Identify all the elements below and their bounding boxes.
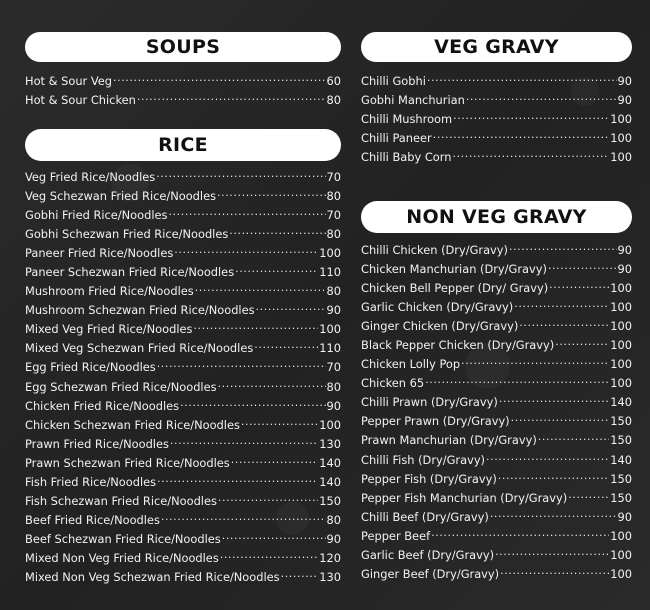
- menu-item-name: Prawn Schezwan Fried Rice/Noodles: [25, 455, 230, 470]
- menu-item: [361, 412, 632, 431]
- menu-item-price: 90: [617, 74, 632, 88]
- menu-item-name: Mushroom Fried Rice/Noodles: [25, 284, 194, 299]
- menu-item-price: 100: [610, 300, 632, 315]
- dot-leader: [157, 474, 318, 486]
- menu-item: [361, 546, 632, 565]
- dot-leader: [254, 340, 318, 352]
- menu-item-price: 150: [610, 414, 632, 429]
- dot-leader: [218, 493, 318, 505]
- menu-item-name: Gobhi Schezwan Fried Rice/Noodles: [25, 227, 229, 242]
- menu-item-name: Mixed Non Veg Fried Rice/Noodles: [25, 550, 219, 565]
- dot-leader: [256, 302, 326, 314]
- menu-item-name: Chilli Paneer: [361, 131, 432, 146]
- menu-item-name: Garlic Chicken (Dry/Gravy): [361, 300, 514, 315]
- dot-leader: [193, 321, 318, 333]
- menu-item: [25, 454, 341, 473]
- menu-item-price: 90: [326, 531, 341, 546]
- menu-item-price: 150: [319, 493, 341, 508]
- menu-item: [361, 317, 632, 336]
- menu-item-price: 70: [326, 208, 341, 223]
- menu-item: [25, 473, 341, 492]
- menu-item-price: 70: [326, 170, 341, 184]
- dot-leader: [499, 394, 609, 406]
- menu-item-name: Ginger Beef (Dry/Gravy): [361, 566, 500, 581]
- menu-item-price: 80: [326, 227, 341, 242]
- menu-item-name: Hot & Sour Chicken: [25, 93, 136, 108]
- menu-item-price: 140: [319, 474, 341, 489]
- dot-leader: [466, 92, 617, 104]
- dot-leader: [220, 550, 318, 562]
- menu-item-name: Chicken Lolly Pop: [361, 357, 461, 372]
- menu-item-price: 100: [610, 338, 632, 353]
- menu-item-price: 90: [617, 262, 632, 277]
- menu-item-name: Mixed Non Veg Schezwan Fried Rice/Noodles: [25, 569, 280, 584]
- dot-leader: [137, 92, 326, 104]
- soups-title: SOUPS: [145, 36, 221, 58]
- veg-gravy-list: [361, 72, 632, 167]
- menu-item-name: Fish Schezwan Fried Rice/Noodles: [25, 493, 217, 508]
- menu-item: [25, 301, 341, 320]
- dot-leader: [281, 569, 319, 581]
- menu-item-name: Ginger Chicken (Dry/Gravy): [361, 319, 519, 334]
- menu-item: [25, 263, 341, 282]
- menu-item: [361, 129, 632, 148]
- menu-item: [361, 470, 632, 489]
- menu-item-price: 100: [319, 322, 341, 337]
- menu-item: [25, 378, 341, 397]
- menu-item-name: Fish Fried Rice/Noodles: [25, 474, 157, 489]
- menu-item-name: Garlic Beef (Dry/Gravy): [361, 547, 495, 562]
- menu-item-price: 80: [326, 512, 341, 527]
- menu-item: [25, 168, 341, 187]
- menu-item-name: Beef Fried Rice/Noodles: [25, 512, 160, 527]
- menu-item-price: 80: [326, 284, 341, 299]
- menu-item: [25, 72, 341, 91]
- menu-item: [25, 339, 341, 358]
- menu-item: [361, 355, 632, 374]
- menu-item: [25, 397, 341, 416]
- menu-item: [361, 260, 632, 279]
- menu-item-name: Chilli Gobhi: [361, 74, 426, 88]
- menu-item: [361, 374, 632, 393]
- menu-item-price: 100: [610, 566, 632, 581]
- menu-item: [361, 91, 632, 110]
- menu-item-name: Chilli Mushroom: [361, 112, 453, 127]
- veg-gravy-title: VEG GRAVY: [434, 36, 559, 58]
- dot-leader: [548, 261, 617, 273]
- menu-item-price: 140: [319, 455, 341, 470]
- menu-item-price: 150: [610, 490, 632, 505]
- menu-item: [361, 72, 632, 91]
- menu-item: [361, 527, 632, 546]
- menu-item-name: Chilli Fish (Dry/Gravy): [361, 452, 486, 467]
- dot-leader: [500, 566, 609, 578]
- menu-item: [25, 530, 341, 549]
- menu-item: [361, 489, 632, 508]
- soups-header: [25, 32, 341, 62]
- menu-item-name: Gobhi Fried Rice/Noodles: [25, 208, 168, 223]
- menu-item-name: Chilli Chicken (Dry/Gravy): [361, 243, 508, 257]
- dot-leader: [555, 337, 609, 349]
- menu-item-price: 140: [610, 395, 632, 410]
- menu-item-price: 70: [326, 360, 341, 375]
- menu-item-price: 80: [326, 189, 341, 204]
- menu-item: [361, 565, 632, 584]
- menu-item: [25, 91, 341, 110]
- dot-leader: [174, 245, 318, 257]
- dot-leader: [519, 318, 609, 330]
- menu-item-name: Prawn Fried Rice/Noodles: [25, 436, 169, 451]
- menu-item-price: 140: [610, 452, 632, 467]
- menu-item-price: 100: [610, 281, 632, 296]
- rice-header: [25, 129, 341, 161]
- menu-item-price: 80: [326, 379, 341, 394]
- menu-item-price: 130: [319, 569, 341, 584]
- menu-item-price: 100: [610, 376, 632, 391]
- menu-item-name: Black Pepper Chicken (Dry/Gravy): [361, 338, 555, 353]
- dot-leader: [157, 359, 326, 371]
- menu-item: [361, 279, 632, 298]
- dot-leader: [431, 528, 609, 540]
- menu-item-name: Veg Fried Rice/Noodles: [25, 170, 156, 184]
- dot-leader: [490, 509, 617, 521]
- rice-title: RICE: [158, 134, 208, 156]
- dot-leader: [180, 398, 325, 410]
- non-veg-gravy-list: [361, 241, 632, 584]
- menu-item-price: 100: [610, 131, 632, 146]
- menu-item: [361, 431, 632, 450]
- menu-item-price: 90: [617, 243, 632, 257]
- menu-item-price: 150: [610, 471, 632, 486]
- soups-list: [25, 72, 341, 110]
- menu-item-price: 90: [617, 509, 632, 524]
- menu-item-price: 100: [610, 547, 632, 562]
- dot-leader: [514, 299, 609, 311]
- menu-item: [25, 511, 341, 530]
- menu-item: [361, 336, 632, 355]
- menu-item-price: 100: [610, 357, 632, 372]
- menu-item-name: Mixed Veg Fried Rice/Noodles: [25, 322, 193, 337]
- non-veg-gravy-title: NON VEG GRAVY: [406, 206, 587, 228]
- veg-gravy-header: [361, 32, 632, 62]
- dot-leader: [231, 455, 319, 467]
- menu-item-name: Paneer Schezwan Fried Rice/Noodles: [25, 265, 235, 280]
- menu-item-price: 80: [326, 93, 341, 108]
- menu-item-name: Mixed Veg Schezwan Fried Rice/Noodles: [25, 341, 254, 356]
- menu-item: [25, 492, 341, 511]
- dot-leader: [168, 207, 325, 219]
- menu-item-name: Chilli Prawn (Dry/Gravy): [361, 395, 498, 410]
- dot-leader: [486, 452, 609, 464]
- menu-item: [361, 148, 632, 167]
- rice-list: [25, 168, 341, 587]
- dot-leader: [241, 417, 318, 429]
- dot-leader: [425, 375, 609, 387]
- menu-item-price: 60: [326, 74, 341, 88]
- dot-leader: [195, 283, 326, 295]
- menu-item-name: Pepper Beef: [361, 528, 431, 543]
- menu-item: [25, 244, 341, 263]
- menu-item-name: Pepper Fish Manchurian (Dry/Gravy): [361, 490, 568, 505]
- menu-item-name: Pepper Fish (Dry/Gravy): [361, 471, 497, 486]
- menu-item-name: Paneer Fried Rice/Noodles: [25, 246, 174, 261]
- menu-item-price: 100: [319, 417, 341, 432]
- menu-item: [361, 241, 632, 260]
- dot-leader: [453, 111, 609, 123]
- menu-item-name: Veg Schezwan Fried Rice/Noodles: [25, 189, 217, 204]
- menu-item: [361, 451, 632, 470]
- menu-item-name: Mushroom Schezwan Fried Rice/Noodles: [25, 303, 255, 318]
- dot-leader: [229, 226, 325, 238]
- dot-leader: [495, 547, 609, 559]
- dot-leader: [509, 242, 617, 254]
- menu-item-name: Pepper Prawn (Dry/Gravy): [361, 414, 510, 429]
- dot-leader: [113, 73, 326, 85]
- menu-item: [25, 187, 341, 206]
- dot-leader: [218, 379, 326, 391]
- menu-item-price: 110: [319, 265, 341, 280]
- dot-leader: [538, 432, 609, 444]
- dot-leader: [222, 531, 326, 543]
- menu-item: [25, 568, 341, 587]
- menu-item-name: Chicken Manchurian (Dry/Gravy): [361, 262, 547, 277]
- menu-item-price: 130: [319, 436, 341, 451]
- menu-item: [25, 549, 341, 568]
- menu-item-price: 100: [610, 528, 632, 543]
- menu-item-price: 100: [610, 112, 632, 127]
- dot-leader: [568, 490, 609, 502]
- menu-item-price: 100: [610, 150, 632, 165]
- menu-item: [25, 225, 341, 244]
- menu-item-name: Egg Schezwan Fried Rice/Noodles: [25, 379, 217, 394]
- non-veg-gravy-header: [361, 201, 632, 233]
- menu-item-name: Chicken 65: [361, 376, 425, 391]
- menu-item-name: Egg Fried Rice/Noodles: [25, 360, 156, 375]
- menu-item-name: Prawn Manchurian (Dry/Gravy): [361, 433, 537, 448]
- menu-item-price: 110: [319, 341, 341, 356]
- dot-leader: [498, 471, 609, 483]
- dot-leader: [511, 413, 610, 425]
- menu-item: [25, 320, 341, 339]
- menu-item-name: Gobhi Manchurian: [361, 93, 465, 108]
- menu-item: [25, 206, 341, 225]
- menu-item-price: 90: [617, 93, 632, 108]
- dot-leader: [461, 356, 609, 368]
- dot-leader: [452, 149, 609, 161]
- menu-item-price: 90: [326, 398, 341, 413]
- menu-item: [361, 508, 632, 527]
- dot-leader: [161, 512, 326, 524]
- menu-item-name: Chilli Beef (Dry/Gravy): [361, 509, 489, 524]
- menu-item: [25, 416, 341, 435]
- menu-item: [25, 435, 341, 454]
- menu-item-price: 90: [326, 303, 341, 318]
- menu-item-name: Beef Schezwan Fried Rice/Noodles: [25, 531, 221, 546]
- menu-item-name: Chilli Baby Corn: [361, 150, 452, 165]
- dot-leader: [170, 436, 318, 448]
- menu-item-name: Hot & Sour Veg: [25, 74, 112, 88]
- menu-item: [25, 282, 341, 301]
- menu-item-name: Chicken Bell Pepper (Dry/ Gravy): [361, 281, 549, 296]
- menu-item-price: 100: [610, 319, 632, 334]
- menu-item-price: 120: [319, 550, 341, 565]
- dot-leader: [156, 169, 325, 181]
- menu-item-price: 100: [319, 246, 341, 261]
- menu-item: [361, 393, 632, 412]
- menu-item: [361, 298, 632, 317]
- dot-leader: [217, 188, 325, 200]
- dot-leader: [427, 73, 617, 85]
- dot-leader: [549, 280, 609, 292]
- dot-leader: [433, 130, 610, 142]
- menu-item-price: 150: [610, 433, 632, 448]
- menu-item: [25, 358, 341, 377]
- dot-leader: [235, 264, 318, 276]
- menu-item-name: Chicken Schezwan Fried Rice/Noodles: [25, 417, 240, 432]
- menu-item-name: Chicken Fried Rice/Noodles: [25, 398, 180, 413]
- menu-item: [361, 110, 632, 129]
